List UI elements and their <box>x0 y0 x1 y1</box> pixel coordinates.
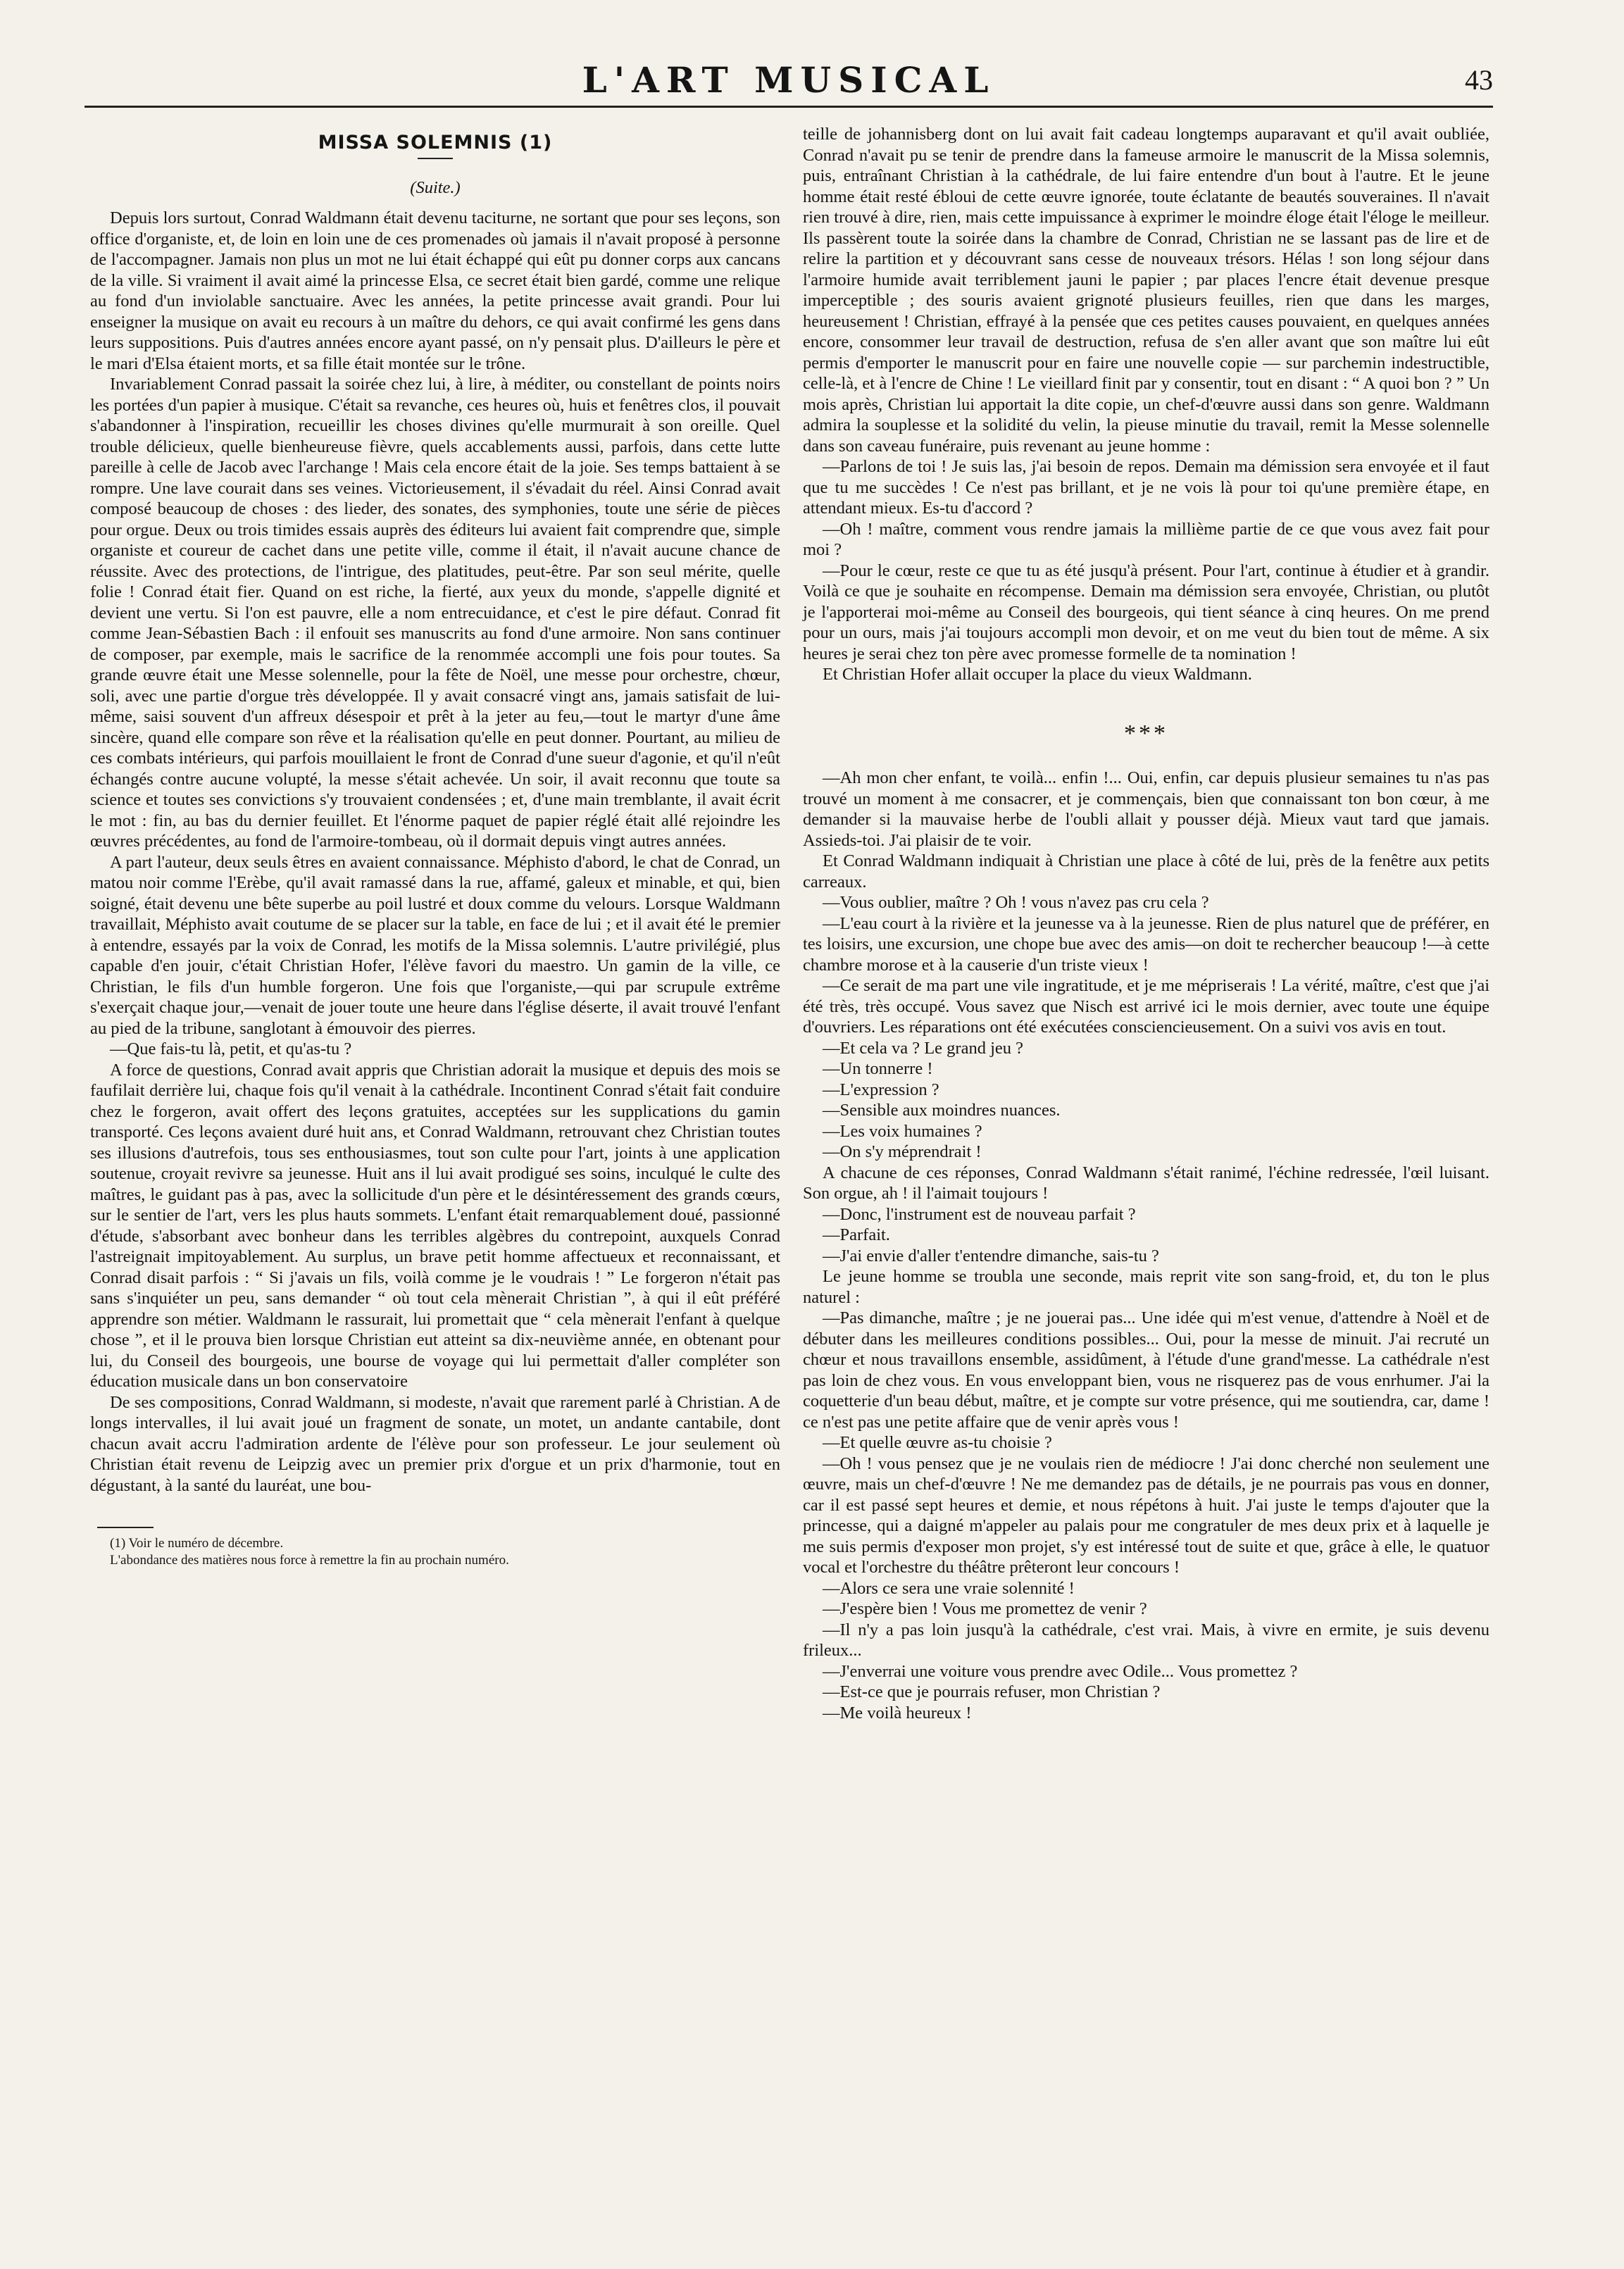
paragraph: —Il n'y a pas loin jusqu'à la cathédrale, c'est vrai. Mais, à vivre en ermite, je suis devenu frileux... <box>803 1620 1489 1660</box>
paragraph: Et Conrad Waldmann indiquait à Christian une place à côté de lui, près de la fenêtre aux petits carreaux. <box>803 851 1489 892</box>
paragraph: —Oh ! vous pensez que je ne voulais rien de médiocre ! J'ai donc cherché non seulement une œuvre, mais un chef-d'œuvre ! Ne me demandez pas de détails, je ne pourrais pas vous en donner, car il est passé sept heures et demie, et nous répétons à huit. J'ai juste le temps d'ajouter que la princesse, qui a daigné m'appeler au palais pour me congratuler de mes deux prix et à laquelle je me suis permis d'exposer mon projet, s'y est intéressé tout de suite et que, grâce à elle, le quatuor vocal et l'orchestre du théâtre prêteront leur concours ! <box>803 1454 1489 1577</box>
paragraph: —Et quelle œuvre as-tu choisie ? <box>823 1433 1052 1452</box>
header-rule <box>85 106 1493 108</box>
paragraph: —Donc, l'instrument est de nouveau parfait ? <box>823 1204 1136 1224</box>
paragraph: —Ce serait de ma part une vile ingratitude, et je me mépriserais ! La vérité, maître, c'est que j'ai été très, très occupé. Vous savez que Nisch est arrivé ici le mois dernier, avec toute une équipe d'ouvriers. Les réparations ont été exécutées consciencieusement. On a suivi vos avis en tout. <box>803 976 1489 1037</box>
right-column <box>803 124 1489 1723</box>
paragraph: A force de questions, Conrad avait appris que Christian adorait la musique et depuis des mois se faufilait derrière lui, chaque fois qu'il venait à la cathédrale. Incontinent Conrad s'était fait conduire chez le forgeron, avait offert des leçons gratuites, acceptées sur les supplications du gamin transporté. Ces leçons avaient duré huit ans, et Conrad Waldmann, retrouvant chez Christian toutes ses illusions d'autrefois, tous ses enthousiasmes, tout son culte pour l'art, joints à une application soutenue, croyait revivre sa jeunesse. Huit ans il lui avait prodigué ses soins, inculqué le culte des maîtres, le guidant pas à pas, avec la sollicitude d'un père et le désintéressement des grands cœurs, sur le sentier de l'art, vers les plus hauts sommets. L'enfant était remarquablement doué, passionné d'étude, s'absorbant avec bonheur dans les terribles algèbres du contrepoint, auxquels Conrad l'astreignait impitoyablement. Au surplus, un brave petit homme affectueux et reconnaissant, et Conrad disait parfois : “ Si j'avais un fils, voilà comme je le voudrais ! ” Le forgeron n'était pas sans s'inquiéter un peu, sans demander “ où tout cela mènerait Christian ”, à qui il eût préféré apprendre son métier. Waldmann le rassurait, lui promettait que “ cela mènerait l'enfant à quelque chose ”, et il le prouva bien lorsque Christian eut atteint sa dix-neuvième année, en obtenant pour lui, du Conseil des bourgeois, une bourse de voyage qui lui permettait d'aller compléter son éducation musicale dans un bon conservatoire <box>90 1060 780 1391</box>
paragraph: —Pour le cœur, reste ce que tu as été jusqu'à présent. Pour l'art, continue à étudier et à grandir. Voilà ce que je souhaite en récompense. Demain ma démission sera envoyée, Christian, ou plutôt je l'apporterai moi-même au Conseil des bourgeois, qui tient séance à cinq heures. On me prend pour un ours, mais j'ai toujours accompli mon devoir, et on me veut du bien tout de même. A six heures je serai chez ton père avec promesse formelle de ta nomination ! <box>803 561 1489 663</box>
paragraph: —Et cela va ? Le grand jeu ? <box>823 1038 1024 1058</box>
paragraph: A chacune de ces réponses, Conrad Waldmann s'était ranimé, l'échine redressée, l'œil luisant. Son orgue, ah ! il l'aimait toujours ! <box>803 1163 1489 1203</box>
paragraph: —On s'y méprendrait ! <box>823 1142 982 1161</box>
paragraph: —Sensible aux moindres nuances. <box>823 1101 1061 1120</box>
paragraph: teille de johannisberg dont on lui avait fait cadeau longtemps auparavant et qu'il avait oubliée, Conrad n'avait pu se tenir de prendre dans la fameuse armoire le manuscrit de la Missa solemnis, puis, entraînant Christian à la cathédrale, de lui faire entendre d'un bout à l'autre. Et le jeune homme était resté ébloui de cette œuvre ignorée, toute éclatante de beautés souveraines. Il n'avait rien trouvé à dire, rien, mais cette impuissance à exprimer le moindre éloge était l'éloge le meilleur. Ils passèrent toute la soirée dans la chambre de Conrad, Christian ne se lassant pas de lire et de relire la partition et y découvrant sans cesse de nouveaux trésors. Hélas ! son long séjour dans l'armoire humide avait terriblement jauni le papier ; par places l'encre était devenue presque imperceptible ; des souris avaient grignoté plusieurs feuilles, rien que dans les marges, heureusement ! Christian, effrayé à la pensée que ces petites causes pouvaient, en quelques années encore, consommer leur travail de destruction, refusa de s'en aller avant que son maître lui eût permis d'emporter le manuscrit pour en faire une nouvelle copie — sur parchemin indestructible, celle-là, et à l'encre de Chine ! Le vieillard finit par y consentir, tout en disant : “ A quoi bon ? ” Un mois après, Christian lui apportait la dite copie, un chef-d'œuvre aussi dans son genre. Waldmann admira la souplesse et la solidité du velin, la pieuse minutie du travail, remit la Messe solennelle dans son caveau funéraire, puis revenant au jeune homme : <box>803 125 1489 456</box>
paragraph: Depuis lors surtout, Conrad Waldmann était devenu taciturne, ne sortant que pour ses leçons, son office d'organiste, et, de loin en loin une de ces promenades où jamais il n'avait proposé à personne de l'accompagner. Jamais non plus un mot ne lui était échappé qui eût pu donner corps aux cancans de la ville. Si vraiment il avait aimé la princesse Elsa, ce secret était bien gardé, comme une relique au fond d'un inviolable sanctuaire. Avec les années, la petite princesse avait grandi. Pour lui enseigner la musique on avait eu recours à un maître du dehors, ce qui avait confirmé les gens dans leurs suppositions. Puis d'autres années encore ayant passé, on n'y pensait plus. D'ailleurs le père et le mari d'Elsa étaient morts, et sa fille était montée sur le trône. <box>90 208 780 373</box>
paragraph: —Les voix humaines ? <box>823 1121 982 1141</box>
title-divider <box>418 158 453 159</box>
paragraph: —J'ai envie d'aller t'entendre dimanche, sais-tu ? <box>823 1246 1159 1265</box>
paragraph: —Que fais-tu là, petit, et qu'as-tu ? <box>110 1039 352 1058</box>
paragraph: A part l'auteur, deux seuls êtres en avaient connaissance. Méphisto d'abord, le chat de Conrad, un matou noir comme l'Erèbe, qu'il avait ramassé dans la rue, affamé, galeux et minable, et qui, bien soigné, était devenu une bête superbe au poil lustré et doux comme du velours. Lorsque Waldmann travaillait, Méphisto avait coutume de se placer sur la table, en face de lui ; et il avait été le premier à entendre, essayés par la voix de Conrad, les motifs de la Missa solemnis. L'autre privilégié, plus capable d'en jouir, c'était Christian Hofer, l'élève favori du maestro. Un gamin de la ville, ce Christian, le fils d'un humble forgeron. Une fois que l'organiste,—qui par scrupule extrême s'exerçait chaque jour,—venait de jouer toute une heure dans l'église déserte, il avait trouvé l'enfant au pied de la tribune, sanglotant à émouvoir des pierres. <box>90 852 780 1038</box>
paragraph: Et Christian Hofer allait occuper la place du vieux Waldmann. <box>823 665 1252 684</box>
masthead: L'ART MUSICAL <box>582 59 996 101</box>
paragraph: —Oh ! maître, comment vous rendre jamais la millième partie de ce que vous avez fait pour moi ? <box>803 519 1489 559</box>
paragraph: —Vous oublier, maître ? Oh ! vous n'avez pas cru cela ? <box>823 893 1209 912</box>
page-number: 43 <box>1465 64 1493 96</box>
paragraph: —Ah mon cher enfant, te voilà... enfin !... Oui, enfin, car depuis plusieur semaines tu n'as pas trouvé un moment à me consacrer, et je commençais, bien que connaissant ton bon cœur, à me demander si la mauvaise herbe de l'oubli allait y pousser déjà. Mieux vaut tard que jamais. Assieds-toi. J'ai plaisir de te voir. <box>803 768 1489 850</box>
paragraph: —J'enverrai une voiture vous prendre avec Odile... Vous promettez ? <box>823 1661 1298 1681</box>
paragraph: —Alors ce sera une vraie solennité ! <box>823 1578 1075 1598</box>
article-title: MISSA SOLEMNIS (1) <box>318 132 553 154</box>
paragraph: —L'expression ? <box>823 1080 939 1099</box>
left-column <box>90 124 780 1569</box>
footnote: (1) Voir le numéro de décembre. <box>110 1536 284 1551</box>
paragraph: De ses compositions, Conrad Waldmann, si modeste, n'avait que rarement parlé à Christian. A de longs intervalles, il lui avait joué un fragment de sonate, un motet, un andante cantabile, dont chacun avait accru l'admiration ardente de l'élève pour son professeur. Le jour seulement où Christian était revenu de Leipzig avec un premier prix d'orgue et un prix d'harmonie, tout en dégustant, à la santé du lauréat, une bou- <box>90 1392 780 1495</box>
paragraph: —L'eau court à la rivière et la jeunesse va à la jeunesse. Rien de plus naturel que de préférer, en tes loisirs, une excursion, une chope bue avec des amis—on doit te rechercher beaucoup !—à cette chambre morose et à la causerie d'un triste vieux ! <box>803 913 1489 975</box>
paragraph: —Parlons de toi ! Je suis las, j'ai besoin de repos. Demain ma démission sera envoyée et il faut que tu me succèdes ! Ce n'est pas brillant, et je ne vois là pour toi qu'une première étape, en attendant mieux. Es-tu d'accord ? <box>803 457 1489 518</box>
section-separator: *** <box>1124 720 1168 746</box>
article-subtitle: (Suite.) <box>410 177 461 197</box>
paragraph: —Un tonnerre ! <box>823 1059 933 1078</box>
footnote: L'abondance des matières nous force à remettre la fin au prochain numéro. <box>110 1553 509 1568</box>
paragraph: —Parfait. <box>823 1225 890 1244</box>
paragraph: —Me voilà heureux ! <box>823 1703 972 1723</box>
paragraph: Le jeune homme se troubla une seconde, mais reprit vite son sang-froid, et, du ton le plus naturel : <box>803 1267 1489 1307</box>
footnote-divider <box>97 1527 154 1528</box>
paragraph: —J'espère bien ! Vous me promettez de venir ? <box>823 1599 1147 1618</box>
paragraph: —Pas dimanche, maître ; je ne jouerai pas... Une idée qui m'est venue, d'attendre à Noël et de débuter dans les meilleures conditions possibles... Oui, pour la messe de minuit. J'ai recruté un chœur et nous travaillons ensemble, assidûment, à l'étude d'une grand'messe. La cathédrale n'est pas loin de chez vous. En vous enveloppant bien, vous ne risquerez pas de vous enrhumer. J'ai la coquetterie d'un beau début, maître, et je compte sur votre présence, qui me soutiendra, car, dame ! ce n'est pas une petite affaire que de venir après vous ! <box>803 1308 1489 1432</box>
paragraph: —Est-ce que je pourrais refuser, mon Christian ? <box>823 1682 1161 1701</box>
paragraph: Invariablement Conrad passait la soirée chez lui, à lire, à méditer, ou constellant de points noirs les portées d'un papier à musique. C'était sa revanche, ces heures où, huis et fenêtres clos, il pouvait s'abandonner à l'inspiration, recueillir les choses divines qu'elle murmurait à son oreille. Quel trouble délicieux, quelle bienheureuse fièvre, quels accablements aussi, parfois, dans cette lutte pareille à celle de Jacob avec l'archange ! Mais cela encore était de la joie. Ses temps battaient à se rompre. Une lave courait dans ses veines. Victorieusement, il s'évadait du réel. Ainsi Conrad avait composé beaucoup de choses : des lieder, des sonates, des symphonies, toute une série de pièces pour orgue. Deux ou trois timides essais auprès des éditeurs lui avaient fait comprendre que, simple organiste et coureur de cachet dans une petite ville, comme il était, il n'avait aucune chance de réussite. Avec des protections, de l'intrigue, des platitudes, peut-être. Par son seul mérite, quelle folie ! Conrad était fier. Quand on est riche, la fierté, aux yeux du monde, s'appelle dignité et devient une vertu. Si l'on est pauvre, elle a nom entrecuidance, et c'est le pire défaut. Conrad fit comme Jean-Sébastien Bach : il enfouit ses manuscrits au fond d'une armoire. Non sans continuer de composer, par exemple, mais le sacrifice de la renommée accompli une fois pour toutes. Sa grande œuvre était une Messe solennelle, pour la fête de Noël, une messe pour orchestre, chœur, soli, avec une partie d'orgue très développée. Il y avait consacré vingt ans, jamais satisfait de lui-même, saisi souvent d'un affreux désespoir et prêt à la jeter au feu,—tout le martyr d'une âme sincère, quand elle compare son rêve et la réalisation qu'elle en peut donner. Pourtant, au milieu de ces combats intérieurs, qui parfois mouillaient le front de Conrad d'une sueur d'agonie, et qu'il n'eût échangés contre aucune volupté, la messe s'était achevée. Un soir, il avait reconnu que toute sa science et toutes ses convictions s'y trouvaient condensées ; et, d'une main tremblante, il avait écrit le mot : fin, au bas du dernier feuillet. Et l'énorme paquet de papier réglé était allé rejoindre les œuvres précédentes, au fond de l'armoire-tombeau, où il dormait depuis vingt autres années. <box>90 375 780 851</box>
